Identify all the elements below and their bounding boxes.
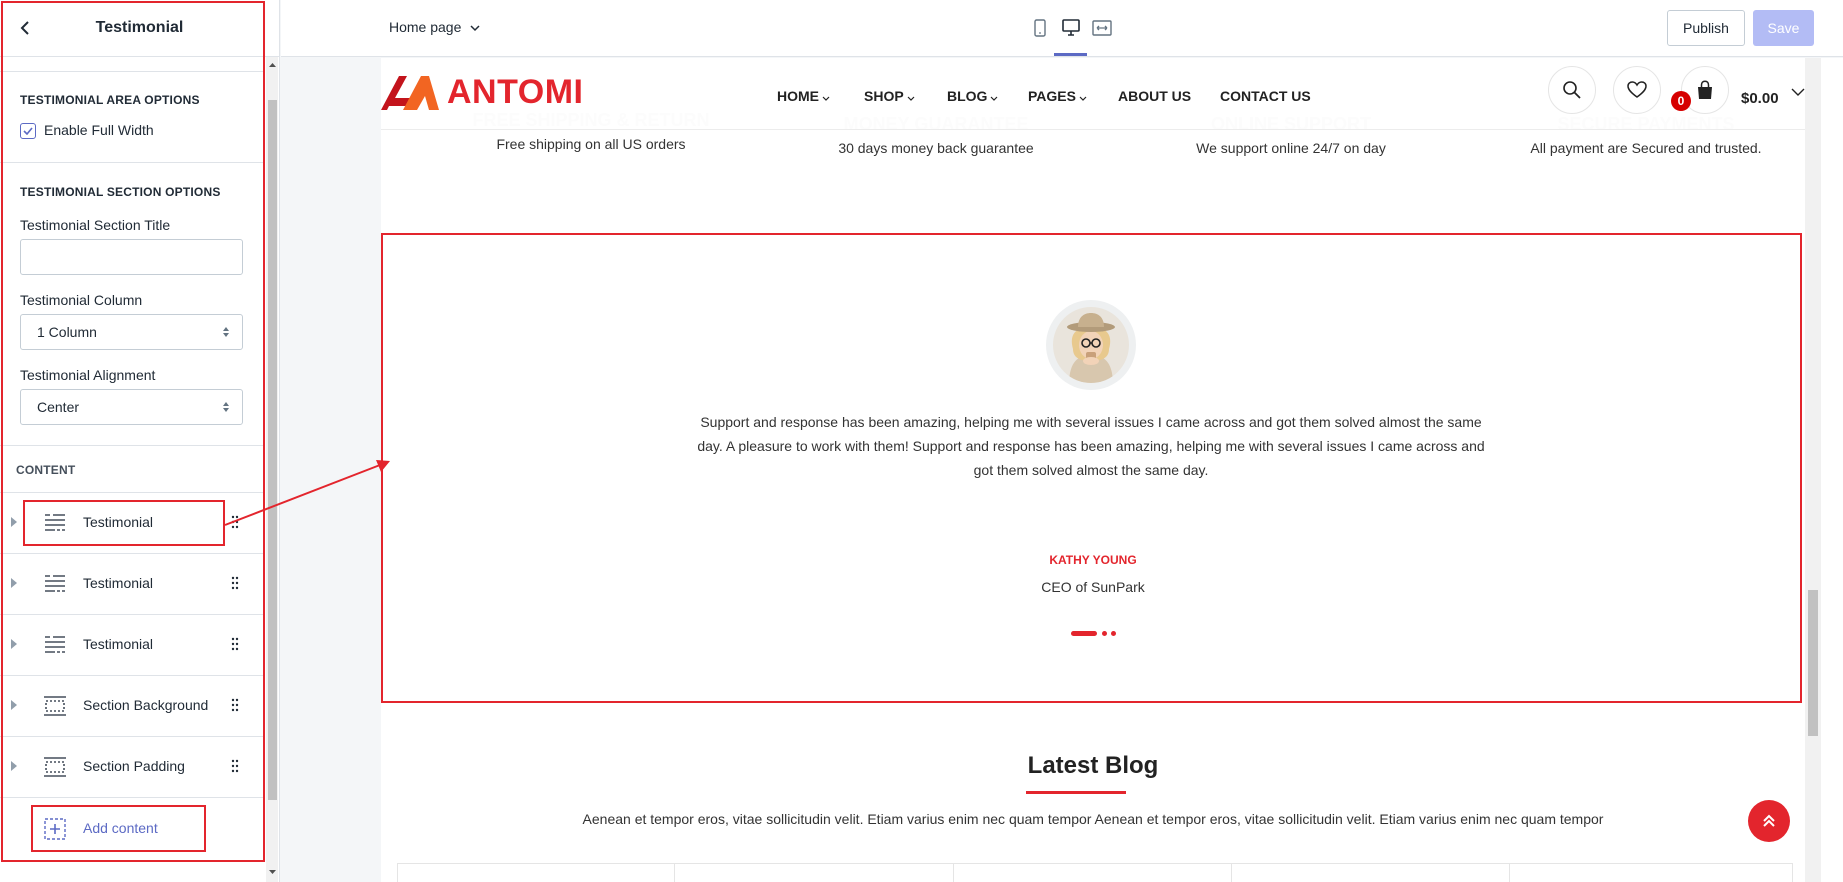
divider	[1231, 864, 1232, 882]
add-content-button[interactable]	[0, 797, 265, 858]
blog-title-underline	[1026, 791, 1126, 794]
content-item-label: Section Background	[83, 697, 209, 713]
chevron-down-icon	[470, 25, 480, 32]
page-select-value: Home page	[389, 19, 462, 35]
content-item-label: Testimonial	[83, 636, 154, 652]
expand-arrow-icon[interactable]	[11, 578, 17, 588]
select-caret-icon	[222, 326, 230, 338]
expand-arrow-icon[interactable]	[11, 517, 17, 527]
expand-arrow-icon[interactable]	[11, 639, 17, 649]
content-heading: CONTENT	[16, 463, 76, 477]
enable-full-width-checkbox[interactable]	[20, 123, 36, 139]
scroll-to-top-button[interactable]	[1748, 800, 1790, 842]
section-icon	[43, 756, 67, 778]
store-logo[interactable]	[381, 74, 583, 110]
nav-contact-us[interactable]	[1220, 88, 1311, 104]
testimonial-author: KATHY YOUNG	[1049, 553, 1137, 567]
fullwidth-icon	[1092, 19, 1112, 37]
nav-label: PAGES	[1028, 88, 1076, 104]
blog-section-subtitle: Aenean et tempor eros, vitae sollicitudin velit. Etiam varius enim nec quam tempor Aenean et tempor eros, vitae sollicitudin velit. Etiam varius enim nec quam tempor	[582, 811, 1604, 827]
divider	[1792, 864, 1793, 882]
section-icon	[43, 695, 67, 717]
text-block-icon	[43, 634, 67, 656]
slider-dots	[1071, 629, 1121, 637]
nav-label: BLOG	[947, 88, 988, 104]
double-chevron-up-icon	[1761, 813, 1777, 829]
content-item-section-padding[interactable]	[0, 736, 265, 797]
blog-cards-row	[397, 863, 1793, 882]
divider	[674, 864, 675, 882]
column-label: Testimonial Column	[20, 292, 143, 308]
cart-count-badge: 0	[1671, 91, 1691, 111]
nav-shop[interactable]	[864, 88, 915, 104]
text-block-icon	[43, 573, 67, 595]
preview-scrollbar[interactable]	[1805, 58, 1821, 882]
expand-arrow-icon[interactable]	[11, 700, 17, 710]
save-button[interactable]: Save	[1753, 10, 1814, 46]
cart-total[interactable]: $0.00	[1741, 90, 1779, 107]
sidebar-header	[0, 0, 279, 57]
feature-desc: 30 days money back guarantee	[838, 140, 1034, 156]
area-options-heading: TESTIMONIAL AREA OPTIONS	[20, 93, 200, 107]
testimonial-avatar	[1046, 300, 1136, 390]
divider	[397, 864, 398, 882]
nav-label: CONTACT US	[1220, 88, 1311, 104]
section-title-label: Testimonial Section Title	[20, 217, 171, 233]
content-item-label: Testimonial	[83, 514, 154, 530]
text-block-icon	[43, 512, 67, 534]
sidebar-title: Testimonial	[95, 19, 184, 36]
column-select[interactable]	[20, 314, 243, 350]
page-select[interactable]	[389, 19, 480, 35]
add-content-icon	[44, 818, 66, 840]
alignment-select-value: Center	[37, 399, 80, 415]
slider-dot-active[interactable]	[1071, 631, 1097, 636]
divider	[0, 162, 265, 163]
feature-desc: We support online 24/7 on day	[1196, 140, 1386, 156]
select-caret-icon	[222, 401, 230, 413]
divider	[0, 71, 265, 72]
logo-text: ANTOMI	[447, 72, 584, 111]
content-item-testimonial[interactable]	[0, 553, 265, 614]
alignment-label: Testimonial Alignment	[20, 367, 156, 383]
mobile-icon	[1033, 19, 1047, 37]
store-preview	[381, 58, 1805, 882]
content-item-label: Testimonial	[83, 575, 154, 591]
checkmark-icon	[23, 127, 33, 135]
avatar-image	[1051, 305, 1131, 385]
testimonial-section[interactable]	[381, 233, 1805, 703]
content-item-testimonial[interactable]	[0, 614, 265, 675]
content-item-label: Section Padding	[83, 758, 185, 774]
active-device-indicator	[1054, 53, 1087, 56]
nav-label: ABOUT US	[1118, 88, 1192, 104]
nav-about-us[interactable]	[1118, 88, 1191, 104]
store-header	[381, 58, 1805, 130]
drag-handle-icon[interactable]	[231, 637, 239, 651]
enable-full-width-row[interactable]	[20, 122, 280, 140]
nav-label: HOME	[777, 88, 819, 104]
nav-blog[interactable]	[947, 88, 998, 104]
publish-button[interactable]: Publish	[1667, 10, 1745, 46]
testimonial-quote: Support and response has been amazing, helping me with several issues I came across and got them solved almost the same day. A pleasure to work with them! Support and response has been amazing, helping me with several issues I came across and got them solved almost the same day.	[697, 414, 1485, 478]
drag-handle-icon[interactable]	[231, 576, 239, 590]
section-title-input[interactable]	[20, 239, 243, 275]
preview-scroll-thumb[interactable]	[1808, 590, 1818, 736]
scroll-up-icon[interactable]	[268, 61, 277, 69]
alignment-select[interactable]	[20, 389, 243, 425]
section-options-heading: TESTIMONIAL SECTION OPTIONS	[20, 185, 221, 199]
nav-label: SHOP	[864, 88, 904, 104]
wishlist-button[interactable]	[1613, 66, 1661, 114]
preview-right-gutter	[1821, 58, 1843, 882]
fullwidth-view-button[interactable]	[1090, 16, 1114, 40]
editor-topbar	[281, 0, 1843, 57]
heart-icon	[1627, 81, 1647, 99]
column-select-value: 1 Column	[37, 324, 97, 340]
chevron-down-icon	[907, 96, 915, 101]
add-content-label: Add content	[83, 820, 158, 836]
chevron-down-icon	[1079, 96, 1087, 101]
back-icon[interactable]	[14, 17, 36, 39]
desktop-icon	[1061, 19, 1081, 37]
chevron-down-icon[interactable]	[1791, 88, 1805, 97]
blog-section-title: Latest Blog	[1027, 752, 1159, 779]
nav-pages[interactable]	[1028, 88, 1087, 104]
feature-desc: Free shipping on all US orders	[496, 136, 686, 152]
theme-editor-sidebar	[0, 0, 280, 882]
desktop-view-button[interactable]	[1059, 16, 1083, 40]
drag-handle-icon[interactable]	[231, 698, 239, 712]
drag-handle-icon[interactable]	[231, 759, 239, 773]
chevron-down-icon	[822, 96, 830, 101]
scroll-down-icon[interactable]	[268, 868, 277, 876]
slider-dot[interactable]	[1102, 631, 1107, 636]
expand-arrow-icon[interactable]	[11, 761, 17, 771]
divider	[1509, 864, 1510, 882]
shopping-bag-icon	[1695, 80, 1715, 100]
feature-desc: All payment are Secured and trusted.	[1530, 140, 1762, 156]
divider	[953, 864, 954, 882]
mobile-view-button[interactable]	[1028, 16, 1052, 40]
logo-mark-icon	[381, 72, 441, 112]
enable-full-width-label: Enable Full Width	[44, 122, 154, 138]
nav-home[interactable]	[777, 88, 830, 104]
search-icon	[1562, 80, 1582, 100]
search-button[interactable]	[1548, 66, 1596, 114]
slider-dot[interactable]	[1111, 631, 1116, 636]
annotation-arrow-icon	[220, 455, 395, 530]
content-item-section-background[interactable]	[0, 675, 265, 736]
divider	[0, 445, 265, 446]
chevron-down-icon	[990, 96, 998, 101]
testimonial-role: CEO of SunPark	[1041, 579, 1145, 595]
sidebar-scroll-thumb[interactable]	[268, 100, 277, 800]
